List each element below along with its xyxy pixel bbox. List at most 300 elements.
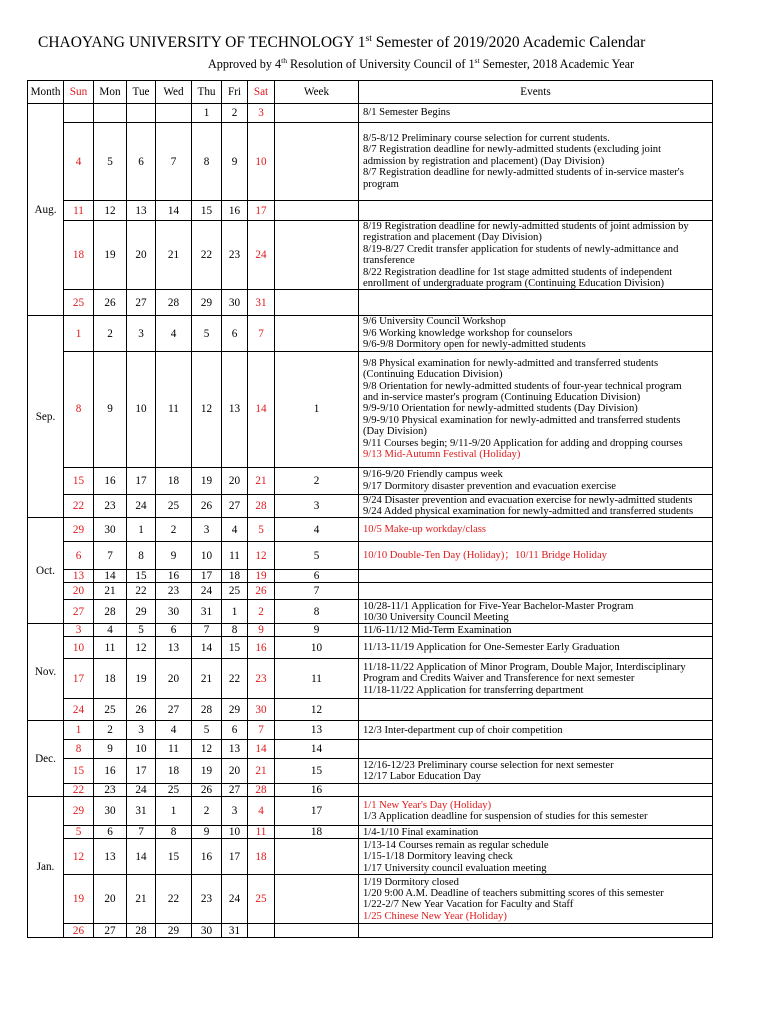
day-cell: 10 [127,740,156,759]
day-cell: 30 [222,290,248,316]
header-mon: Mon [94,81,127,104]
events-cell [359,316,713,351]
week-row [28,104,713,123]
day-cell: 8 [222,624,248,637]
day-cell: 18 [94,659,127,699]
day-cell: 30 [248,699,275,721]
header-tue: Tue [127,81,156,104]
day-cell: 21 [248,759,275,784]
day-cell: 20 [64,583,94,600]
day-cell: 7 [248,316,275,351]
event-line: Program and Credits Waiver and Transference for next semester [363,673,635,685]
events-cell [359,659,713,699]
week-number-cell [275,290,359,316]
calendar-subtitle: Approved by 4th Resolution of University Council of 1st Semester, 2018 Academic Year [208,55,635,71]
header-sun: Sun [64,81,94,104]
day-cell: 10 [222,826,248,839]
week-row [28,494,713,518]
day-cell: 27 [94,924,127,938]
day-cell: 24 [127,784,156,797]
day-cell: 8 [64,351,94,467]
day-cell: 9 [222,123,248,201]
week-row [28,316,713,351]
day-cell: 15 [64,467,94,494]
event-line: 1/22-2/7 New Year Vacation for Faculty and Staff [363,899,574,911]
event-line: 12/3 Inter-department cup of choir competition [363,724,563,736]
day-cell: 29 [64,518,94,542]
day-cell: 30 [94,518,127,542]
week-row [28,740,713,759]
week-row [28,924,713,938]
events-cell [359,570,713,583]
day-cell: 28 [156,290,192,316]
day-cell: 16 [192,839,222,875]
day-cell: 6 [156,624,192,637]
week-row [28,290,713,316]
events-cell [359,624,713,637]
event-line: 11/18-11/22 Application of Minor Program, Double Major, Interdisciplinary [363,661,686,673]
event-line: 8/19-8/27 Credit transfer application for students of newly-admittance and [363,243,679,255]
event-line: 8/22 Registration deadline for 1st stage admitted students of independent [363,266,673,278]
day-cell: 9 [156,542,192,570]
week-row [28,518,713,542]
day-cell: 5 [248,518,275,542]
events-cell [359,637,713,659]
event-line: 1/17 University council evaluation meeting [363,862,547,874]
day-cell: 19 [192,759,222,784]
week-row [28,797,713,826]
day-cell: 16 [94,467,127,494]
day-cell: 13 [64,570,94,583]
week-row [28,624,713,637]
day-cell: 1 [156,797,192,826]
day-cell: 18 [156,467,192,494]
day-cell: 29 [192,290,222,316]
day-cell: 17 [192,570,222,583]
week-number-cell: 2 [275,467,359,494]
header-row [28,81,713,104]
day-cell: 21 [192,659,222,699]
event-line: program [363,178,399,190]
day-cell: 22 [127,583,156,600]
day-cell: 11 [94,637,127,659]
week-row [28,467,713,494]
week-row [28,875,713,924]
week-number-cell [275,201,359,221]
events-cell [359,600,713,624]
week-number-cell: 9 [275,624,359,637]
day-cell: 3 [127,316,156,351]
day-cell: 6 [94,826,127,839]
day-cell: 3 [64,624,94,637]
event-line: 9/8 Orientation for newly-admitted students of four-year technical program [363,380,682,392]
day-cell: 2 [94,316,127,351]
day-cell: 24 [192,583,222,600]
day-cell: 18 [248,839,275,875]
event-line: registration and placement (Day Division) [363,232,542,244]
event-line: enrollment of undergraduate program (Continuing Education Division) [363,278,665,290]
day-cell: 6 [222,316,248,351]
events-cell [359,721,713,740]
day-cell: 12 [127,637,156,659]
day-cell: 8 [192,123,222,201]
holiday-event-line: 9/13 Mid-Autumn Festival (Holiday) [363,449,521,461]
day-cell: 2 [248,600,275,624]
event-line: transference [363,255,415,267]
event-line: 12/17 Labor Education Day [363,771,481,783]
day-cell: 20 [222,759,248,784]
day-cell: 25 [222,583,248,600]
day-cell: 30 [156,600,192,624]
holiday-event-line: 1/1 New Year's Day (Holiday) [363,800,492,812]
event-line: 1/4-1/10 Final examination [363,826,479,838]
week-row [28,600,713,624]
day-cell: 17 [127,759,156,784]
day-cell: 14 [94,570,127,583]
day-cell: 7 [127,826,156,839]
day-cell: 9 [248,624,275,637]
day-cell: 31 [248,290,275,316]
day-cell: 10 [248,123,275,201]
day-cell: 3 [248,104,275,123]
month-cell: Jan. [28,797,64,938]
events-cell [359,290,713,316]
week-number-cell: 15 [275,759,359,784]
event-line: (Continuing Education Division) [363,369,503,381]
week-number-cell [275,104,359,123]
event-line: 1/13-14 Courses remain as regular schedule [363,839,549,851]
day-cell: 2 [94,721,127,740]
day-cell: 12 [248,542,275,570]
event-line: 12/16-12/23 Preliminary course selection for next semester [363,760,614,772]
events-cell [359,826,713,839]
day-cell: 24 [222,875,248,924]
day-cell: 6 [222,721,248,740]
day-cell: 4 [156,721,192,740]
day-cell: 11 [248,826,275,839]
day-cell: 26 [192,494,222,518]
events-cell [359,201,713,221]
day-cell: 24 [64,699,94,721]
day-cell: 6 [64,542,94,570]
day-cell: 28 [192,699,222,721]
event-line: 9/17 Dormitory disaster prevention and evacuation exercise [363,480,616,492]
day-cell: 18 [156,759,192,784]
header-week: Week [275,81,359,104]
day-cell: 31 [127,797,156,826]
day-cell: 10 [127,351,156,467]
holiday-event-line: 10/5 Make-up workday/class [363,524,486,536]
week-row [28,721,713,740]
day-cell: 27 [222,494,248,518]
event-line: 9/11 Courses begin; 9/11-9/20 Application for adding and dropping courses [363,437,683,449]
day-cell: 28 [94,600,127,624]
week-number-cell: 12 [275,699,359,721]
week-row [28,201,713,221]
day-cell: 21 [248,467,275,494]
week-number-cell: 3 [275,494,359,518]
events-cell [359,467,713,494]
day-cell: 30 [192,924,222,938]
day-cell: 29 [64,797,94,826]
day-cell: 20 [156,659,192,699]
day-cell: 13 [222,351,248,467]
header-month: Month [28,81,64,104]
day-cell: 19 [192,467,222,494]
day-cell: 26 [192,784,222,797]
day-cell: 15 [127,570,156,583]
day-cell: 23 [156,583,192,600]
day-cell: 1 [64,721,94,740]
holiday-event-line: 10/10 Double-Ten Day (Holiday)；10/11 Bridge Holiday [363,550,607,562]
event-line: and in-service master's program (Continuing Education Division) [363,392,641,404]
day-cell: 28 [248,784,275,797]
day-cell: 16 [94,759,127,784]
event-line: 11/18-11/22 Application for transferring department [363,684,584,696]
event-line: 9/16-9/20 Friendly campus week [363,469,503,481]
event-line: 11/13-11/19 Application for One-Semester Early Graduation [363,642,620,654]
events-cell [359,875,713,924]
header-thu: Thu [192,81,222,104]
event-line: 1/20 9:00 A.M. Deadline of teachers submitting scores of this semester [363,888,664,900]
event-line: 9/6-9/8 Dormitory open for newly-admitted students [363,339,586,351]
day-cell [127,104,156,123]
week-row [28,123,713,201]
event-line: 9/9-9/10 Physical examination for newly-admitted and transferred students [363,414,681,426]
day-cell: 31 [192,600,222,624]
day-cell: 27 [156,699,192,721]
day-cell: 9 [192,826,222,839]
day-cell: 14 [127,839,156,875]
week-number-cell: 4 [275,518,359,542]
event-line: 9/6 Working knowledge workshop for counselors [363,327,573,339]
day-cell: 23 [94,784,127,797]
day-cell: 5 [192,316,222,351]
day-cell: 19 [127,659,156,699]
events-cell [359,518,713,542]
event-line: 1/3 Application deadline for suspension of studies for this semester [363,811,648,823]
holiday-event-line: 1/25 Chinese New Year (Holiday) [363,910,507,922]
day-cell [156,104,192,123]
academic-calendar-table [27,80,713,938]
day-cell: 5 [127,624,156,637]
day-cell: 12 [94,201,127,221]
day-cell: 16 [248,637,275,659]
event-line: 8/7 Registration deadline for newly-admitted students (excluding joint [363,144,662,156]
week-row [28,583,713,600]
week-number-cell [275,316,359,351]
day-cell: 4 [222,518,248,542]
day-cell: 29 [156,924,192,938]
day-cell: 20 [222,467,248,494]
day-cell: 25 [156,784,192,797]
day-cell: 4 [94,624,127,637]
day-cell: 27 [64,600,94,624]
header-wed: Wed [156,81,192,104]
day-cell: 14 [156,201,192,221]
day-cell: 19 [64,875,94,924]
event-line: 9/24 Disaster prevention and evacuation exercise for newly-admitted students [363,494,693,506]
day-cell: 14 [248,740,275,759]
week-number-cell: 13 [275,721,359,740]
events-cell [359,123,713,201]
day-cell: 11 [156,351,192,467]
events-cell [359,542,713,570]
day-cell: 1 [127,518,156,542]
event-line: 8/5-8/12 Preliminary course selection for current students. [363,132,610,144]
day-cell: 14 [248,351,275,467]
day-cell: 11 [156,740,192,759]
day-cell: 17 [222,839,248,875]
day-cell: 2 [156,518,192,542]
event-line: 8/19 Registration deadline for newly-admitted students of joint admission by [363,221,689,232]
calendar-title: CHAOYANG UNIVERSITY OF TECHNOLOGY 1st Semester of 2019/2020 Academic Calendar [38,32,646,51]
day-cell: 8 [64,740,94,759]
event-line: 9/8 Physical examination for newly-admitted and transferred students [363,357,659,369]
day-cell: 15 [222,637,248,659]
day-cell: 5 [192,721,222,740]
day-cell [94,104,127,123]
day-cell: 19 [248,570,275,583]
event-line: 10/30 University Council Meeting [363,611,509,623]
week-number-cell: 14 [275,740,359,759]
day-cell: 22 [64,494,94,518]
day-cell: 7 [156,123,192,201]
day-cell: 10 [64,637,94,659]
day-cell: 7 [248,721,275,740]
day-cell: 9 [94,351,127,467]
calendar-body [28,104,713,938]
day-cell: 22 [222,659,248,699]
event-line: 10/28-11/1 Application for Five-Year Bachelor-Master Program [363,600,634,612]
events-cell [359,759,713,784]
day-cell: 16 [156,570,192,583]
day-cell: 8 [156,826,192,839]
day-cell: 23 [192,875,222,924]
day-cell: 21 [94,583,127,600]
week-number-cell: 17 [275,797,359,826]
week-row [28,784,713,797]
day-cell: 22 [156,875,192,924]
day-cell: 17 [248,201,275,221]
day-cell: 24 [248,221,275,290]
event-line: 11/6-11/12 Mid-Term Examination [363,624,512,636]
day-cell: 28 [248,494,275,518]
day-cell: 11 [222,542,248,570]
day-cell: 4 [64,123,94,201]
week-row [28,826,713,839]
day-cell: 15 [64,759,94,784]
day-cell: 20 [94,875,127,924]
day-cell: 1 [192,104,222,123]
day-cell: 6 [127,123,156,201]
week-number-cell: 5 [275,542,359,570]
day-cell: 20 [127,221,156,290]
day-cell: 28 [127,924,156,938]
day-cell: 21 [127,875,156,924]
day-cell: 4 [156,316,192,351]
event-line: 8/7 Registration deadline for newly-admitted students of in-service master's [363,167,684,179]
day-cell: 24 [127,494,156,518]
event-line: 8/1 Semester Begins [363,107,451,119]
day-cell [248,924,275,938]
day-cell: 3 [127,721,156,740]
week-row [28,759,713,784]
events-cell [359,351,713,467]
month-cell: Aug. [28,104,64,316]
day-cell: 13 [156,637,192,659]
event-line: 9/6 University Council Workshop [363,316,506,328]
week-number-cell: 18 [275,826,359,839]
event-line: admission by registration and placement) (Day Division) [363,155,605,167]
day-cell: 5 [64,826,94,839]
day-cell: 1 [222,600,248,624]
day-cell: 29 [127,600,156,624]
day-cell: 22 [192,221,222,290]
day-cell: 2 [222,104,248,123]
day-cell: 26 [248,583,275,600]
day-cell: 23 [248,659,275,699]
header-fri: Fri [222,81,248,104]
day-cell: 22 [64,784,94,797]
event-line: 9/9-9/10 Orientation for newly-admitted students (Day Division) [363,403,638,415]
week-row [28,221,713,290]
day-cell: 17 [127,467,156,494]
day-cell: 23 [94,494,127,518]
week-number-cell [275,839,359,875]
day-cell: 10 [192,542,222,570]
week-row [28,699,713,721]
week-number-cell [275,221,359,290]
day-cell: 21 [156,221,192,290]
month-cell: Nov. [28,624,64,721]
day-cell: 19 [94,221,127,290]
event-line: (Day Division) [363,426,427,438]
events-cell [359,924,713,938]
event-line: 1/15-1/18 Dormitory leaving check [363,851,513,863]
day-cell: 25 [64,290,94,316]
day-cell: 25 [94,699,127,721]
day-cell: 12 [192,740,222,759]
day-cell: 26 [127,699,156,721]
events-cell [359,740,713,759]
day-cell: 3 [222,797,248,826]
day-cell: 25 [248,875,275,924]
month-cell: Sep. [28,316,64,518]
day-cell: 25 [156,494,192,518]
week-number-cell [275,123,359,201]
events-cell [359,221,713,290]
events-cell [359,839,713,875]
week-number-cell [275,924,359,938]
day-cell: 7 [192,624,222,637]
day-cell: 13 [127,201,156,221]
event-line: 9/24 Added physical examination for newly-admitted and transferred students [363,506,694,518]
day-cell: 18 [222,570,248,583]
events-cell [359,797,713,826]
week-number-cell: 7 [275,583,359,600]
day-cell: 27 [127,290,156,316]
week-number-cell: 11 [275,659,359,699]
week-row [28,570,713,583]
day-cell: 30 [94,797,127,826]
day-cell: 3 [192,518,222,542]
day-cell: 17 [64,659,94,699]
day-cell: 29 [222,699,248,721]
month-cell: Oct. [28,518,64,624]
week-number-cell: 6 [275,570,359,583]
header-sat: Sat [248,81,275,104]
